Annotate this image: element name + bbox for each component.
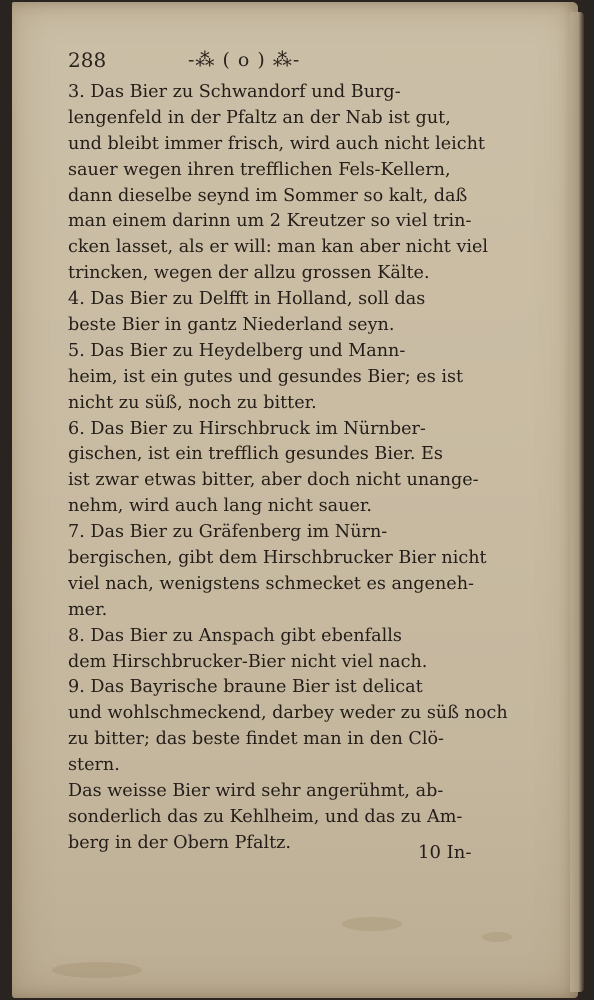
text-line: sonderlich das zu Kehlheim, und das zu Am-	[68, 806, 463, 827]
text-line: trincken, wegen der allzu grossen Kälte.	[68, 263, 430, 284]
text-line: und bleibt immer frisch, wird auch nicht leicht	[68, 133, 486, 154]
text-line: 8. Das Bier zu Anspach gibt ebenfalls	[68, 625, 402, 646]
text-line: 5. Das Bier zu Heydelberg und Mann-	[68, 340, 406, 361]
text-line: sauer wegen ihren trefflichen Fels-Kellern,	[68, 159, 451, 180]
text-line: 3. Das Bier zu Schwandorf und Burg-	[68, 82, 401, 102]
text-line: beste Bier in gantz Niederland seyn.	[68, 315, 395, 336]
text-line: mer.	[68, 599, 108, 620]
text-line: dann dieselbe seynd im Sommer so kalt, daß	[68, 185, 468, 206]
text-line: man einem darinn um 2 Kreutzer so viel trin-	[68, 211, 472, 232]
text-line: nehm, wird auch lang nicht sauer.	[68, 496, 372, 517]
text-line: gischen, ist ein trefflich gesundes Bier. Es	[68, 444, 443, 465]
text-line: 6. Das Bier zu Hirschbruck im Nürnber-	[68, 418, 426, 439]
text-line: Das weisse Bier wird sehr angerühmt, ab-	[68, 781, 444, 802]
paper-stain	[342, 917, 402, 931]
page-number: 288	[68, 48, 107, 72]
text-line: ist zwar etwas bitter, aber doch nicht unange-	[68, 470, 479, 491]
text-line: und wohlschmeckend, darbey weder zu süß noch	[68, 703, 508, 724]
running-header	[68, 48, 398, 78]
text-line: 4. Das Bier zu Delfft in Holland, soll das	[68, 289, 426, 310]
text-line: 9. Das Bayrische braune Bier ist delicat	[68, 677, 423, 698]
text-line: cken lasset, als er will: man kan aber nicht viel	[68, 237, 489, 258]
text-line: stern.	[68, 755, 120, 776]
paper-stain	[52, 962, 142, 978]
text-line: dem Hirschbrucker-Bier nicht viel nach.	[68, 651, 428, 672]
text-line: 7. Das Bier zu Gräfenberg im Nürn-	[68, 522, 388, 543]
text-line: berg in der Obern Pfaltz.	[68, 832, 291, 853]
text-line: lengenfeld in der Pfaltz an der Nab ist gut,	[68, 107, 451, 128]
paper-stain	[482, 932, 512, 942]
header-ornament: -⁂ ( o ) ⁂-	[188, 49, 301, 71]
catchword: 10 In-	[418, 842, 472, 863]
text-line: viel nach, wenigstens schmecket es angeneh-	[68, 573, 474, 594]
text-line: zu bitter; das beste findet man in den Clö-	[68, 729, 444, 750]
body-text	[68, 80, 530, 857]
text-line: heim, ist ein gutes und gesundes Bier; es ist	[68, 366, 464, 387]
text-line: bergischen, gibt dem Hirschbrucker Bier nicht	[68, 548, 487, 569]
text-line: nicht zu süß, noch zu bitter.	[68, 392, 317, 413]
